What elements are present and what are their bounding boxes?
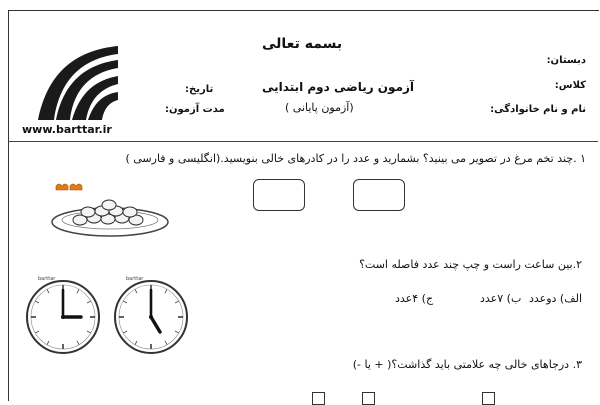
question-2-option-jim[interactable]: ج) ۴عدد xyxy=(395,292,434,305)
question-3-text: ۳. درجاهای خالی چه علامتی باید گذاشت؟( + یا -) xyxy=(352,358,582,371)
clock-right-icon xyxy=(112,272,190,356)
egg-count-answer-box-persian[interactable] xyxy=(353,179,405,211)
header-divider xyxy=(8,141,598,142)
egg-count-answer-box-english[interactable] xyxy=(253,179,305,211)
question-1-text: ۱ .چند تخم مرغ در تصویر می بینید؟ بشمارید و عدد را در کادرهای خالی بنویسید.(انگلیسی و فارسی ) xyxy=(125,152,586,165)
basmala-heading: بسمه تعالی xyxy=(262,36,343,52)
exam-title: آزمون ریاضی دوم ابتدایی xyxy=(262,80,415,94)
question-2-text: ۲.بین ساعت راست و چپ چند عدد فاصله است؟ xyxy=(359,258,582,271)
question-2-option-alef[interactable]: الف) دوعدد xyxy=(528,292,582,305)
question-3-blank-box[interactable] xyxy=(482,392,495,405)
question-3-blank-box[interactable] xyxy=(312,392,325,405)
question-3-blank-box[interactable] xyxy=(362,392,375,405)
school-label: دبستان: xyxy=(546,55,586,66)
question-2-option-be[interactable]: ب) ۷عدد xyxy=(480,292,522,305)
exam-subtitle: (آزمون پایانی ) xyxy=(285,101,354,114)
class-label: کلاس: xyxy=(554,80,586,91)
egg-plate-icon xyxy=(48,180,173,240)
barttar-logo-icon xyxy=(30,40,120,122)
duration-label: مدت آزمون: xyxy=(165,104,225,115)
student-name-label: نام و نام خانوادگی: xyxy=(490,104,586,115)
clock-right-brand: barttar xyxy=(126,276,144,282)
date-label: تاریخ: xyxy=(185,84,214,95)
clock-left-icon xyxy=(24,272,102,356)
clock-left-brand: barttar xyxy=(38,276,56,282)
website-label: www.barttar.ir xyxy=(22,123,112,136)
